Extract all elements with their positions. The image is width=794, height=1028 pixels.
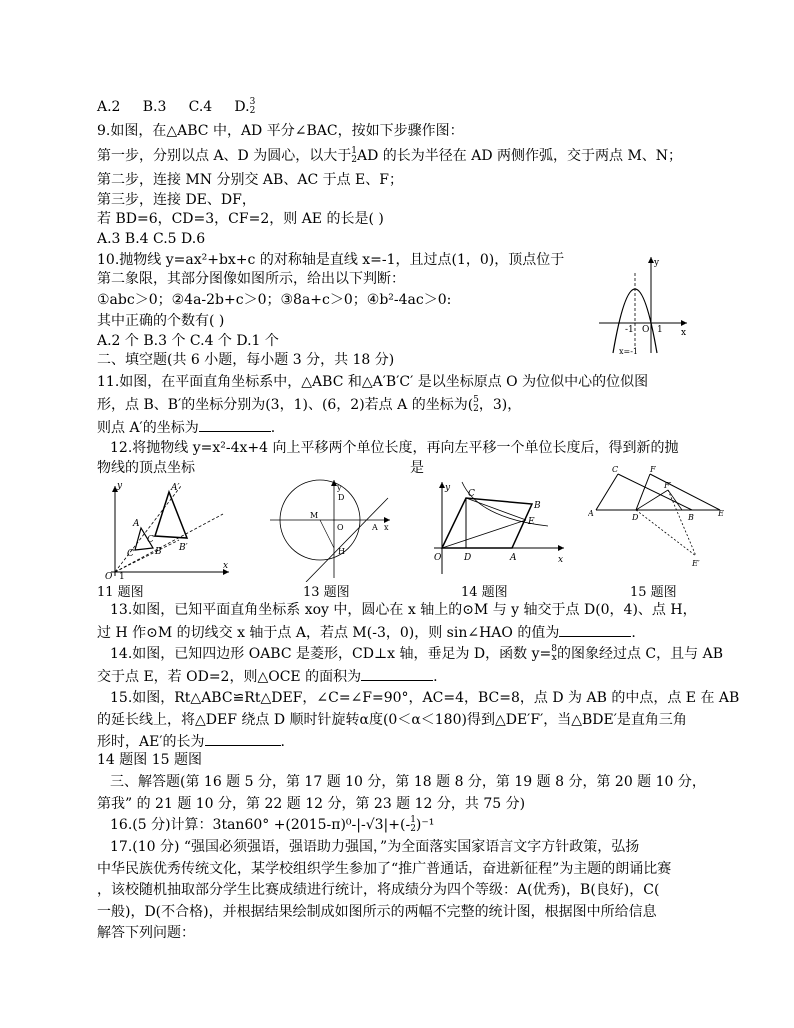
figure-q13-circle-tangent — [266, 478, 396, 582]
q16-stem: 16.(5 分)计算：3tan60° +(2015-π)⁰-|-√3|+(-1 2)⁻¹ — [110, 815, 435, 834]
svg-text:x: x — [681, 328, 687, 338]
q17-stem-2: 中华民族优秀传统文化，某学校组织学生参加了“推广普通话，奋进新征程”为主题的朗诵比赛 — [97, 861, 672, 877]
svg-text:C: C — [127, 549, 134, 559]
svg-text:H: H — [338, 547, 345, 556]
q17-stem: 17.(10 分) “强国必须强语，强语助力强国，”为全面落实国家语言文字方针政策，弘扬 — [110, 839, 640, 855]
svg-text:x=-1: x=-1 — [619, 347, 639, 356]
svg-text:C′: C′ — [147, 535, 156, 545]
figure-q10-parabola — [597, 253, 693, 357]
svg-text:y: y — [337, 483, 342, 492]
q12-stem-3: 是 — [410, 460, 424, 476]
q17-stem-5: 解答下列问题： — [97, 925, 195, 941]
q15-stem-3: 形时，AE′的长为 . — [97, 731, 285, 752]
svg-text:D: D — [338, 493, 345, 502]
svg-text:B: B — [534, 501, 541, 511]
svg-text:B: B — [155, 547, 162, 557]
svg-text:F′: F′ — [664, 481, 672, 490]
q15-stem-2: 的延长线上，将△DEF 绕点 D 顺时针旋转α度(0＜α＜180)得到△DE′F′，当△BDE′是直角三角 — [97, 712, 687, 728]
svg-text:A: A — [510, 553, 517, 563]
svg-text:D: D — [464, 553, 472, 563]
q13-stem-2: 过 H 作⊙M 的切线交 x 轴于点 A，若点 M(-3，0)，则 sin∠HAO 的值为 . — [97, 622, 636, 643]
q10-options: A.2 个 B.3 个 C.4 个 D.1 个 — [97, 333, 279, 349]
svg-text:B: B — [688, 513, 694, 522]
q10-stem: 10.抛物线 y=ax²+bx+c 的对称轴是直线 x=-1，且过点(1，0)，顶点位于 — [97, 252, 565, 268]
q10-question: 其中正确的个数有( ) — [97, 313, 225, 329]
svg-text:x: x — [223, 561, 229, 571]
svg-text:B′: B′ — [179, 543, 188, 553]
svg-text:O: O — [105, 572, 113, 580]
svg-text:A′: A′ — [171, 483, 180, 493]
caption-line-14-15: 14 题图 15 题图 — [97, 752, 202, 768]
svg-text:E′: E′ — [692, 559, 700, 568]
q8-options: A.2 B.3 C.4 D.3 2 — [97, 97, 256, 116]
q14-stem: 14.如图，已知四边形 OABC 是菱形，CD⊥x 轴，垂足为 D，函数 y=8 x的图象经过点 C，且与 AB — [110, 644, 723, 663]
svg-text:O: O — [642, 325, 650, 335]
svg-text:A: A — [133, 519, 140, 529]
section-2-heading: 二、填空题(共 6 小题，每小题 3 分，共 18 分) — [97, 352, 395, 368]
q11-answer-line: 则点 A′的坐标为 . — [97, 417, 275, 438]
svg-text:A: A — [588, 509, 594, 518]
figure-q15-rotation — [588, 460, 728, 570]
svg-text:E: E — [528, 517, 535, 527]
svg-text:D: D — [632, 513, 639, 522]
q9-options: A.3 B.4 C.5 D.6 — [97, 231, 206, 247]
svg-text:x: x — [558, 555, 564, 565]
svg-text:O: O — [434, 553, 442, 563]
svg-text:E: E — [718, 509, 724, 518]
q9-stem: 9.如图，在△ABC 中，AD 平分∠BAC，按如下步骤作图： — [97, 123, 464, 139]
q9-step2: 第二步，连接 MN 分别交 AB、AC 于点 E、F； — [97, 172, 403, 188]
q14-stem-2: 交于点 E，若 OD=2，则△OCE 的面积为 . — [97, 666, 438, 687]
caption-fig15: 15 题图 — [630, 585, 677, 600]
q11-stem-2: 形，点 B、B′的坐标分别为(3，1)、(6，2)若点 A 的坐标为(5 2，3)， — [97, 395, 522, 414]
figure-q11-similar-triangles — [103, 480, 233, 580]
caption-fig13: 13 题图 — [303, 585, 350, 600]
q9-step3: 第三步，连接 DE、DF， — [97, 192, 256, 208]
q12-stem: 12.将抛物线 y=x²-4x+4 向上平移两个单位长度，再向左平移一个单位长度后，得到新的抛 — [110, 440, 679, 456]
caption-fig14: 14 题图 — [461, 585, 508, 600]
section-3-heading: 三、解答题(第 16 题 5 分，第 17 题 10 分，第 18 题 8 分，第 19 题 8 分，第 20 题 10 分， — [110, 774, 706, 790]
q9-question: 若 BD=6，CD=3，CF=2，则 AE 的长是( ) — [97, 211, 384, 227]
q17-stem-3: ，该校随机抽取部分学生比赛成绩进行统计，将成绩分为四个等级：A(优秀)，B(良好)，C( — [97, 882, 660, 898]
svg-text:y: y — [654, 258, 660, 268]
figure-q14-rhombus — [428, 478, 568, 578]
svg-text:F: F — [650, 465, 656, 474]
svg-text:O: O — [337, 523, 344, 532]
q10-judgements: ①abc＞0；②4a-2b+c＞0；③8a+c＞0；④b²-4ac＞0: — [97, 292, 452, 308]
q12-stem-2: 物线的顶点坐标 — [97, 460, 195, 476]
svg-text:1: 1 — [657, 325, 663, 335]
svg-text:A: A — [372, 523, 378, 532]
svg-text:y: y — [117, 481, 123, 491]
svg-text:C: C — [468, 489, 475, 499]
svg-text:1: 1 — [119, 572, 125, 580]
section-3-heading-2: 第我” 的 21 题 10 分，第 22 题 12 分，第 23 题 12 分，共 75 分) — [97, 796, 526, 812]
caption-fig11: 11 题图 — [97, 585, 144, 600]
svg-text:C: C — [612, 465, 619, 474]
q13-stem: 13.如图，已知平面直角坐标系 xoy 中，圆心在 x 轴上的⊙M 与 y 轴交于点 D(0，4)、点 H， — [110, 602, 697, 618]
svg-text:M: M — [310, 511, 319, 520]
q11-stem: 11.如图，在平面直角坐标系中，△ABC 和△A′B′C′ 是以坐标原点 O 为位似中心的位似图 — [97, 374, 649, 390]
q17-stem-4: 一般)，D(不合格)，并根据结果绘制成如图所示的两幅不完整的统计图，根据图中所给信息 — [97, 904, 657, 920]
q15-stem: 15.如图，Rt△ABC≌Rt△DEF，∠C=∠F=90°，AC=4，BC=8，点 D 为 AB 的中点，点 E 在 AB — [110, 690, 740, 706]
svg-text:-1: -1 — [625, 325, 634, 335]
svg-text:x: x — [384, 523, 389, 532]
q10-stem-2: 第二象限，其部分图像如图所示，给出以下判断： — [97, 271, 405, 287]
q9-step1: 第一步，分别以点 A、D 为圆心，以大于1 2AD 的长为半径在 AD 两侧作弧，交于两点 M、N； — [97, 146, 683, 165]
svg-text:y: y — [445, 483, 451, 493]
